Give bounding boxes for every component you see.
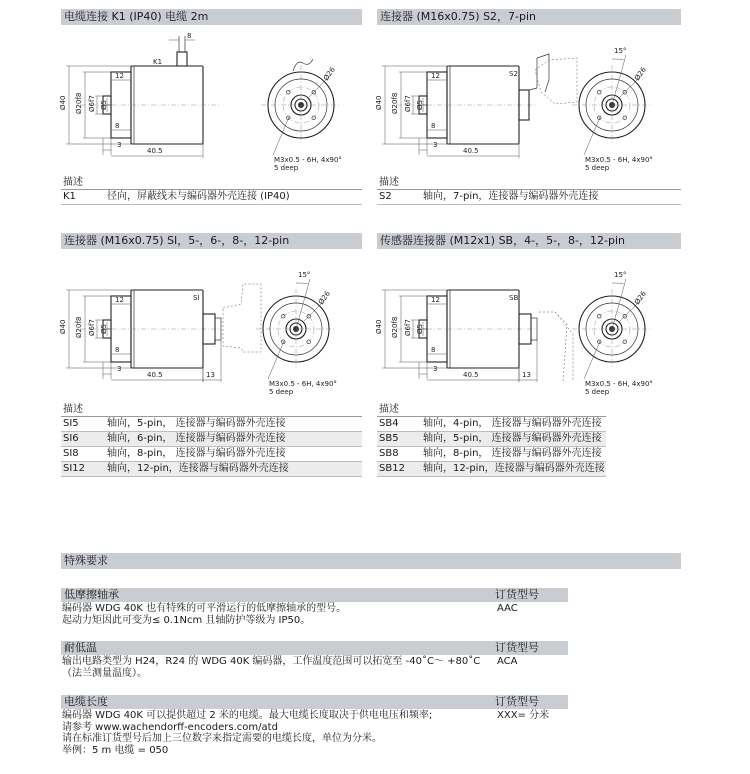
- dim-l405: 40.5: [463, 371, 479, 379]
- text-line: 请参考 www.wachendorff-encoders.com/atd: [62, 721, 278, 733]
- dim-d20: Ø20f8: [391, 92, 399, 114]
- dim-d5: Ø5: [416, 324, 424, 334]
- code-cell: SI5: [63, 418, 79, 429]
- code-cell: SI8: [63, 448, 79, 459]
- dim-d5: Ø5: [100, 100, 108, 110]
- section-title-sb: 传感器连接器 (M12x1) SB，4-，5-，8-，12-pin: [377, 233, 681, 249]
- text-line: 请在标准订货型号后加上三位数字来指定需要的电缆长度，单位为分米。: [62, 733, 382, 744]
- section-title-s2: 连接器 (M16x0.75) S2，7-pin: [377, 9, 681, 25]
- dim-l13: 13: [206, 371, 215, 379]
- dim-l8: 8: [431, 346, 436, 354]
- dim-l12: 12: [431, 72, 440, 80]
- text-line: （法兰测量温度）。: [62, 667, 147, 679]
- desc-cell: 轴向，7-pin，连接器与编码器外壳连接: [423, 191, 599, 202]
- table-row: [377, 447, 606, 462]
- dim-l8: 8: [115, 122, 120, 130]
- special-title: 特殊要求: [61, 553, 681, 569]
- desc-table-sb: [377, 403, 606, 477]
- drawing-si: [61, 254, 361, 394]
- order-header: 订货型号: [495, 641, 539, 654]
- desc-table-si: [61, 403, 362, 477]
- dim-l3: 3: [117, 141, 122, 149]
- desc-table-s2: [377, 176, 681, 205]
- desc-cell: 轴向，8-pin， 连接器与编码器外壳连接: [423, 448, 602, 459]
- order-code: ACA: [497, 656, 518, 667]
- dim-label: S2: [509, 70, 518, 78]
- section-title-k1: 电缆连接 K1 (IP40) 电缆 2m: [61, 9, 362, 25]
- dim-thread: M3x0.5 - 6H, 4x90°: [269, 380, 337, 388]
- desc-cell: 轴向，6-pin， 连接器与编码器外壳连接: [107, 433, 286, 444]
- dim-l405: 40.5: [147, 147, 163, 155]
- dim-d6: Ø6f7: [404, 95, 412, 112]
- code-cell: SI12: [63, 463, 86, 474]
- dim-angle: 15°: [614, 271, 627, 279]
- desc-header: 描述: [377, 176, 681, 190]
- dim-d40: Ø40: [375, 95, 383, 110]
- code-cell: SI6: [63, 433, 79, 444]
- dim-d5: Ø5: [416, 100, 424, 110]
- special-item-title: 耐低温: [64, 641, 97, 654]
- dim-depth: 5 deep: [585, 388, 610, 396]
- table-row: [61, 417, 362, 432]
- code-cell: SB5: [379, 433, 399, 444]
- desc-cell: 轴向，5-pin， 连接器与编码器外壳连接: [107, 418, 286, 429]
- desc-header: 描述: [377, 403, 606, 417]
- dim-d5: Ø5: [100, 324, 108, 334]
- dim-angle: 15°: [298, 271, 311, 279]
- dim-thread: M3x0.5 - 6H, 4x90°: [585, 156, 653, 164]
- code-cell: SB12: [379, 463, 405, 474]
- dim-d26: Ø26: [633, 65, 648, 83]
- dim-d6: Ø6f7: [88, 95, 96, 112]
- drawing-s2: [377, 30, 677, 170]
- table-row: [61, 447, 362, 462]
- dim-depth: 5 deep: [274, 164, 299, 172]
- desc-cell: 轴向，8-pin， 连接器与编码器外壳连接: [107, 448, 286, 459]
- code-cell: S2: [379, 191, 392, 202]
- dim-depth: 5 deep: [269, 388, 294, 396]
- text-line: 输出电路类型为 H24，R24 的 WDG 40K 编码器，工作温度范围可以拓宽至 -40˚C～ +80˚C: [62, 656, 481, 667]
- dim-d20: Ø20f8: [75, 316, 83, 338]
- special-item-low-temp-header: [61, 641, 568, 655]
- dim-d26: Ø26: [633, 289, 648, 307]
- special-item-cable-header: [61, 695, 568, 709]
- desc-cell: 轴向，4-pin， 连接器与编码器外壳连接: [423, 418, 602, 429]
- dim-l8: 8: [431, 122, 436, 130]
- table-row: [61, 462, 362, 477]
- desc-header: 描述: [61, 176, 362, 190]
- dim-d26: Ø26: [322, 65, 337, 83]
- table-row: [61, 190, 362, 205]
- rows: [377, 417, 606, 477]
- dim-label: K1: [153, 58, 163, 66]
- dim-d26: Ø26: [317, 289, 332, 307]
- dim-l3: 3: [433, 365, 438, 373]
- code-cell: SB8: [379, 448, 399, 459]
- code-cell: SB4: [379, 418, 399, 429]
- dim-label: SB: [509, 294, 519, 302]
- special-item-text: [62, 656, 480, 679]
- drawing-k1: [61, 30, 361, 170]
- code-cell: K1: [63, 191, 76, 202]
- dim-l8: 8: [115, 346, 120, 354]
- special-item-title: 低摩擦轴承: [64, 588, 119, 601]
- dim-thread: M3x0.5 - 6H, 4x90°: [274, 156, 342, 164]
- order-header: 订货型号: [495, 695, 539, 708]
- table-row: [377, 432, 606, 447]
- dim-l405: 40.5: [147, 371, 163, 379]
- order-code: XXX= 分米: [497, 710, 550, 721]
- order-header: 订货型号: [495, 588, 539, 601]
- dim-l12: 12: [115, 296, 124, 304]
- special-item-text: [62, 710, 432, 756]
- dim-depth: 5 deep: [585, 164, 610, 172]
- dim-d6: Ø6f7: [88, 319, 96, 336]
- dim-d40: Ø40: [59, 95, 67, 110]
- desc-header: 描述: [61, 403, 362, 417]
- special-item-text: [62, 603, 346, 626]
- text-line: 举例：5 m 电缆 = 050: [62, 744, 169, 756]
- dim-d20: Ø20f8: [75, 92, 83, 114]
- desc-cell: 轴向，5-pin， 连接器与编码器外壳连接: [423, 433, 602, 444]
- text-line: 编码器 WDG 40K 可以提供超过 2 米的电缆。最大电缆长度取决于供电电压和频率;: [62, 710, 433, 721]
- dim-l12: 12: [431, 296, 440, 304]
- dim-label: SI: [193, 294, 200, 302]
- dim-angle: 15°: [614, 47, 627, 55]
- special-item-low-friction-header: [61, 588, 568, 602]
- rows: [61, 417, 362, 477]
- desc-cell: 轴向，12-pin，连接器与编码器外壳连接: [107, 463, 289, 474]
- text-line: 起动力矩因此可变为≤ 0.1Ncm 且轴防护等级为 IP50。: [62, 614, 311, 626]
- dim-l12: 12: [115, 72, 124, 80]
- desc-table-k1: [61, 176, 362, 205]
- table-row: [377, 462, 606, 477]
- dim-l405: 40.5: [463, 147, 479, 155]
- special-item-title: 电缆长度: [64, 695, 108, 708]
- dim-l3: 3: [433, 141, 438, 149]
- dim-d20: Ø20f8: [391, 316, 399, 338]
- drawing-sb: [377, 254, 677, 394]
- dim-l13: 13: [522, 371, 531, 379]
- desc-cell: 径向，屏蔽线未与编码器外壳连接 (IP40): [107, 191, 290, 202]
- text-line: 编码器 WDG 40K 也有特殊的可平滑运行的低摩擦轴承的型号。: [62, 603, 347, 614]
- dim-thread: M3x0.5 - 6H, 4x90°: [585, 380, 653, 388]
- dim-l3: 3: [117, 365, 122, 373]
- table-row: [61, 432, 362, 447]
- table-row: [377, 190, 681, 205]
- dim-top: 8: [187, 32, 192, 40]
- table-row: [377, 417, 606, 432]
- section-title-si: 连接器 (M16x0.75) SI，5-，6-，8-，12-pin: [61, 233, 362, 249]
- dim-d40: Ø40: [59, 319, 67, 334]
- dim-d40: Ø40: [375, 319, 383, 334]
- dim-d6: Ø6f7: [404, 319, 412, 336]
- order-code: AAC: [497, 603, 518, 614]
- desc-cell: 轴向，12-pin，连接器与编码器外壳连接: [423, 463, 605, 474]
